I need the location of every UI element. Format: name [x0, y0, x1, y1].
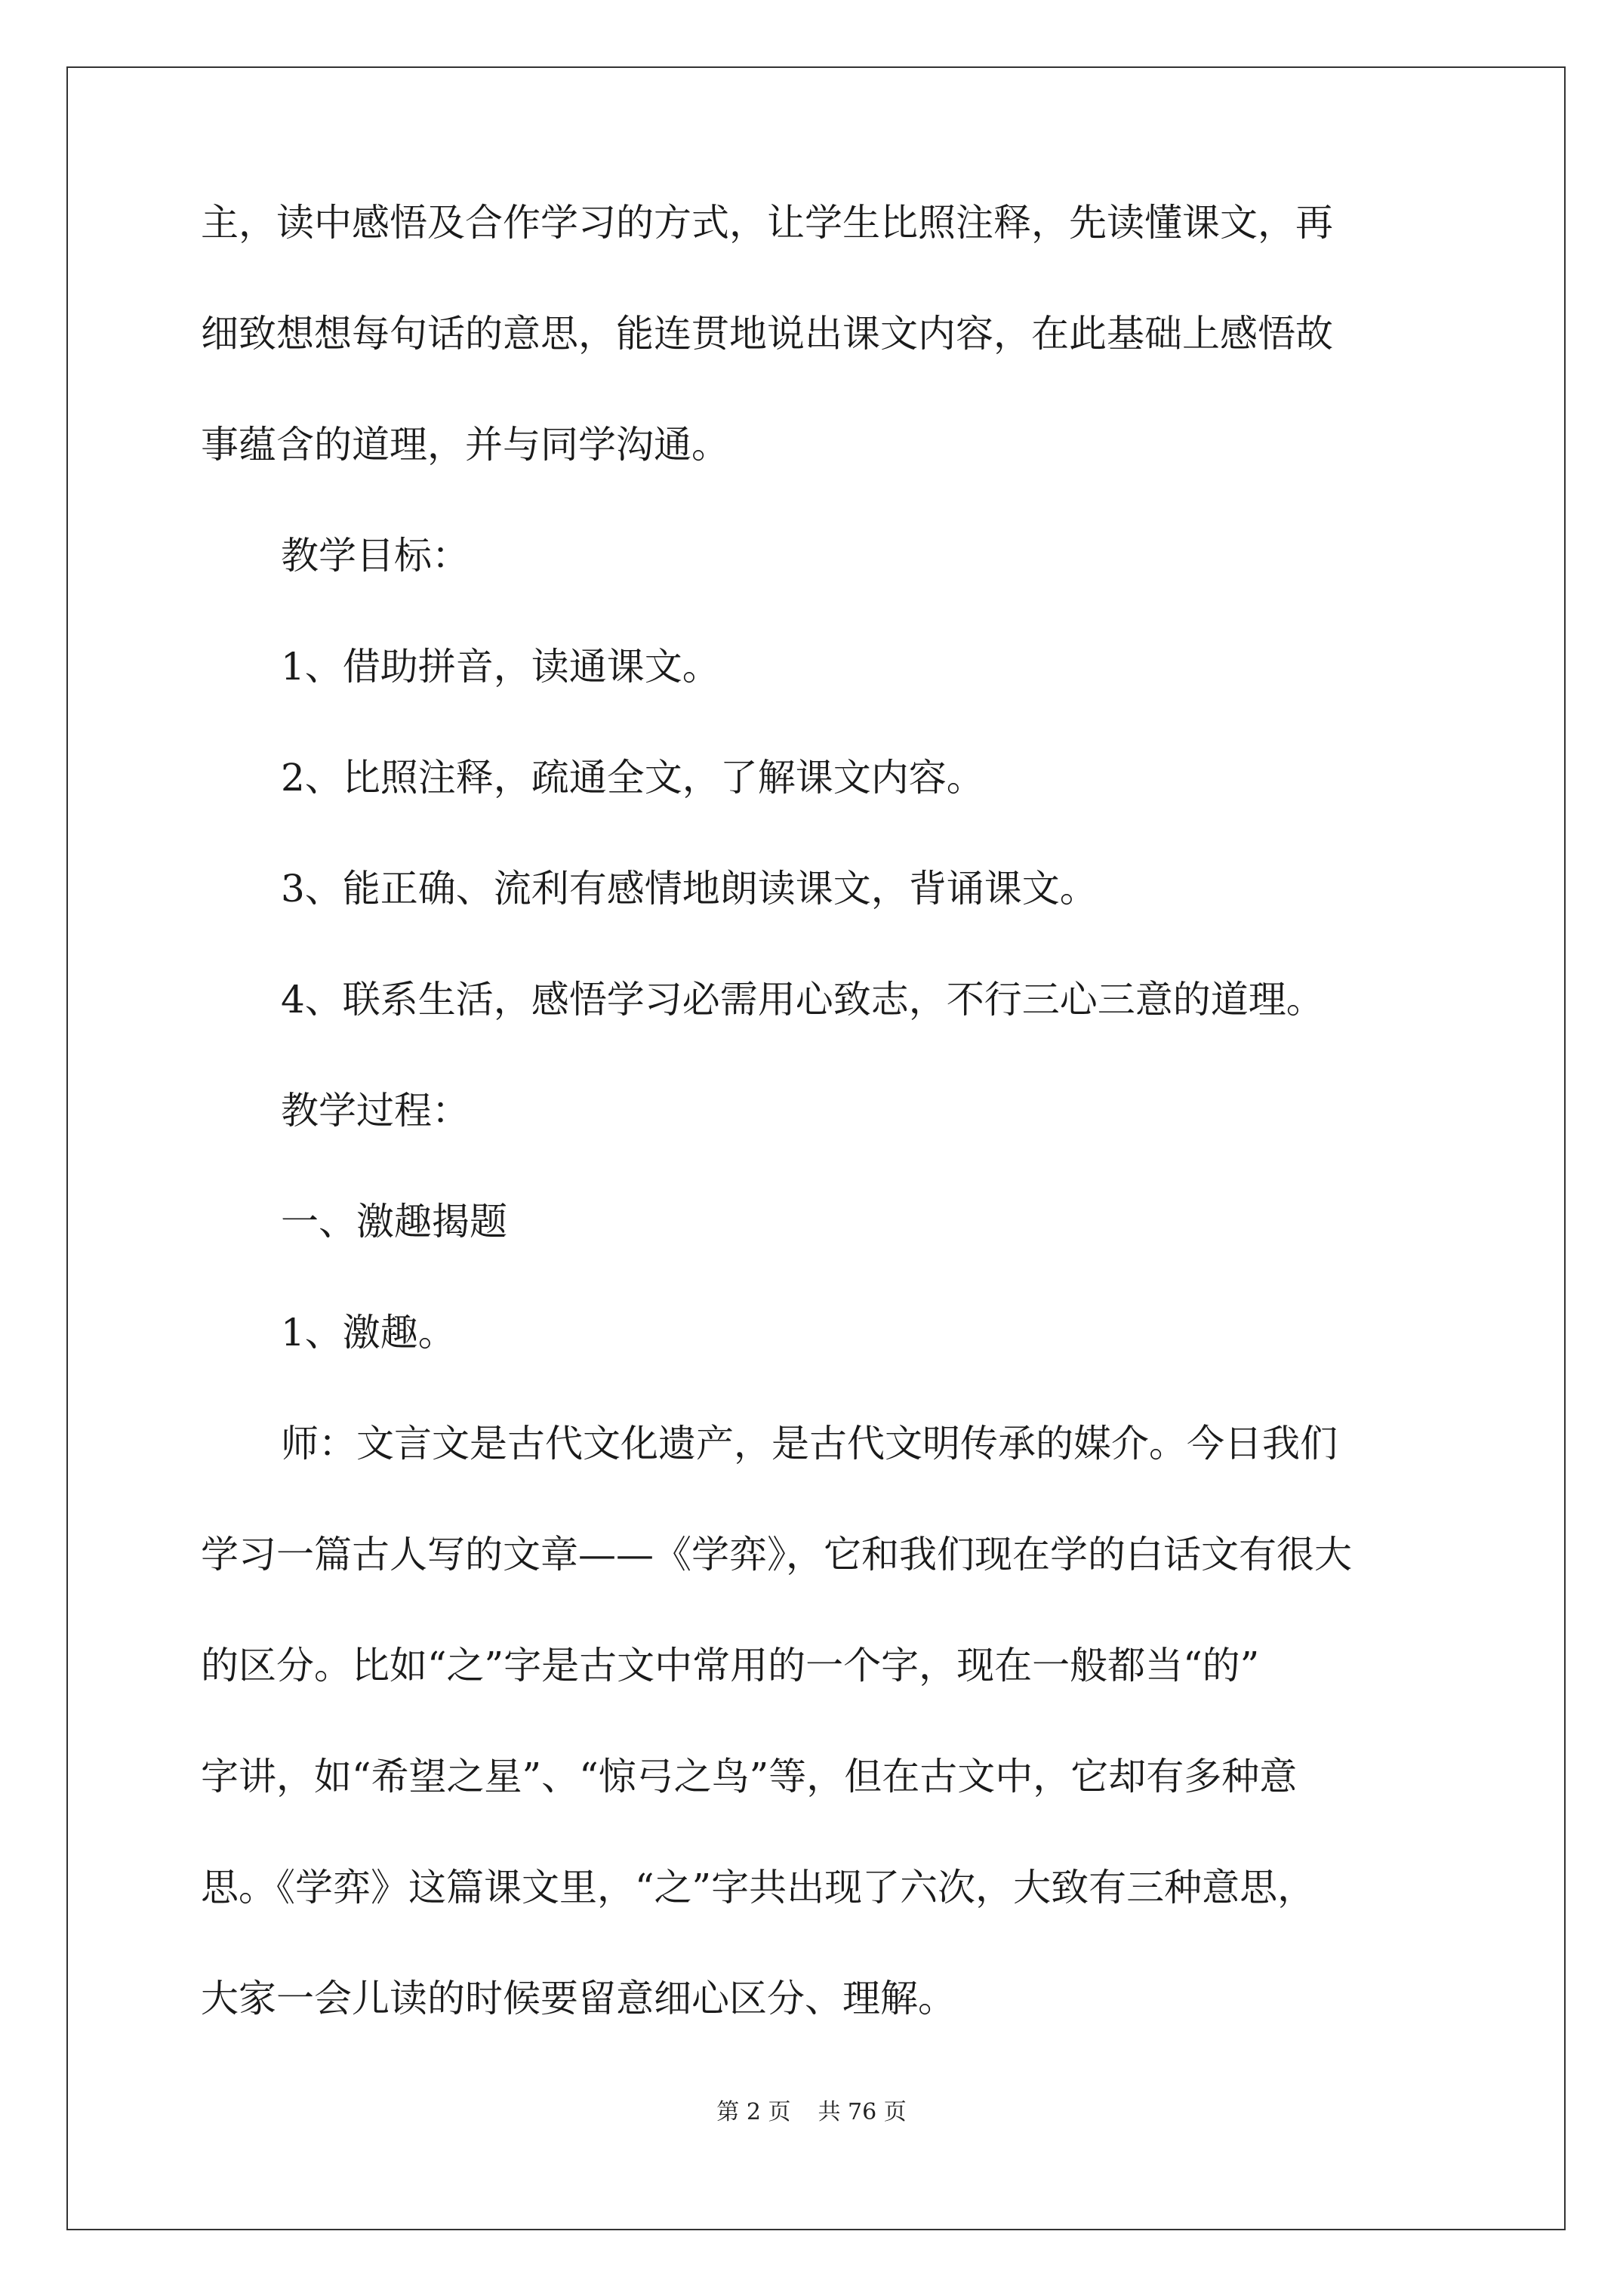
teacher-speech-line-4: 字讲，如“希望之星”、“惊弓之鸟”等，但在古文中，它却有多种意: [201, 1755, 1298, 1798]
teacher-speech-line-6: 大家一会儿读的时候要留意细心区分、理解。: [201, 1977, 956, 2020]
process-substep-1: 1、激趣。: [281, 1311, 456, 1354]
document-body: [201, 201, 1431, 2091]
teacher-speech-line-2: 学习一篇古人写的文章——《学弈》，它和我们现在学的白话文有很大: [201, 1533, 1352, 1576]
objective-item-3: 3、能正确、流利有感情地朗读课文，背诵课文。: [281, 867, 1098, 911]
process-step-heading: 一、激趣揭题: [281, 1200, 507, 1244]
objective-item-1: 1、借助拼音，读通课文。: [281, 645, 720, 689]
teacher-speech-line-3: 的区分。比如“之”字是古文中常用的一个字，现在一般都当“的”: [201, 1644, 1260, 1687]
section-heading-objectives: 教学目标：: [281, 534, 470, 578]
page-footer: [0, 2101, 1623, 2124]
objective-item-2: 2、比照注释，疏通全文，了解课文内容。: [281, 756, 984, 800]
page-number: 第 2 页: [716, 2099, 791, 2125]
body-line-1: 主，读中感悟及合作学习的方式，让学生比照注释，先读懂课文，再: [201, 201, 1333, 245]
objective-item-4: 4、联系生活，感悟学习必需用心致志，不行三心三意的道理。: [281, 978, 1324, 1022]
teacher-speech-line-1: 师：文言文是古代文化遗产，是古代文明传承的媒介。今日我们: [281, 1422, 1338, 1465]
body-line-3: 事蕴含的道理，并与同学沟通。: [201, 423, 729, 467]
body-line-2: 细致想想每句话的意思，能连贯地说出课文内容，在此基础上感悟故: [201, 312, 1333, 356]
teacher-speech-line-5: 思。《学弈》这篇课文里，“之”字共出现了六次，大致有三种意思，: [201, 1866, 1316, 1909]
page-total: 共 76 页: [818, 2099, 907, 2125]
section-heading-process: 教学过程：: [281, 1089, 470, 1133]
